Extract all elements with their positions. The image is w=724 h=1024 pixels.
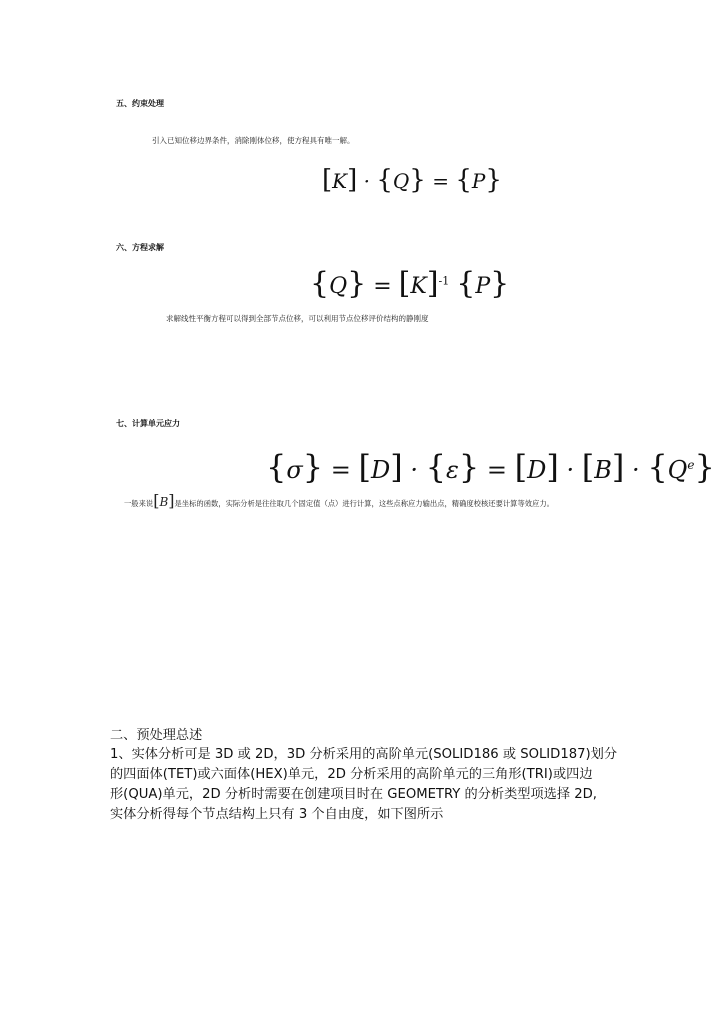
section6-equation: $\{Q\} = [K]^{-1}$ {P} [310,266,510,301]
matrix-b: B [159,495,169,509]
section6-heading: 六、方程求解 [116,243,164,252]
section7-equation: $\{\sigma\} = [D] \cdot \{\varepsilon\} = [D] \cdot [B] \cdot \{Q^e\}$ [266,448,715,486]
vector-q: Q [667,456,688,484]
section5-text: 引入已知位移边界条件，消除刚体位移，使方程具有唯一解。 [152,136,355,145]
overview-line-4: 实体分析得每个节点结构上只有 3 个自由度，如下图所示 [110,807,444,822]
matrix-k: K [332,169,348,193]
overview-line-3: 形(QUA)单元，2D 分析时需要在创建项目时在 GEOMETRY 的分析类型项选择 2D, [110,787,597,802]
overview-line-1: 1、实体分析可是 3D 或 2D，3D 分析采用的高阶单元(SOLID186 或 SOLID187)划分 [110,747,618,762]
section7-text: 一般来说[B]是坐标的函数，实际分析是往往取几个固定值（点）进行计算，这些点称应力输出点，精确度校核还要计算等效应力。 [124,491,554,510]
matrix-d: D [370,456,391,484]
matrix-d: D [527,456,547,484]
vector-p: P [475,274,491,299]
overview-heading: 二、预处理总述 [110,728,203,743]
section6-text: 求解线性平衡方程可以得到全部节点位移，可以利用节点位移评价结构的静刚度 [166,314,429,323]
inverse-exponent: -1 [438,274,450,288]
element-superscript: e [687,458,695,472]
overview-line-2: 的四面体(TET)或六面体(HEX)单元，2D 分析采用的高阶单元的三角形(TRI)或四边 [110,767,593,782]
matrix-k: K [410,274,427,299]
vector-q: Q [329,274,348,299]
vector-q: Q [392,169,410,193]
sigma-symbol: σ [286,456,303,484]
section5-equation: [K] · {Q} = {P} [322,165,502,195]
epsilon-symbol: ε [446,456,459,484]
matrix-b: B [594,456,612,484]
section7-heading: 七、计算单元应力 [116,419,180,428]
section5-heading: 五、约束处理 [116,99,164,108]
vector-p: P [471,169,486,193]
